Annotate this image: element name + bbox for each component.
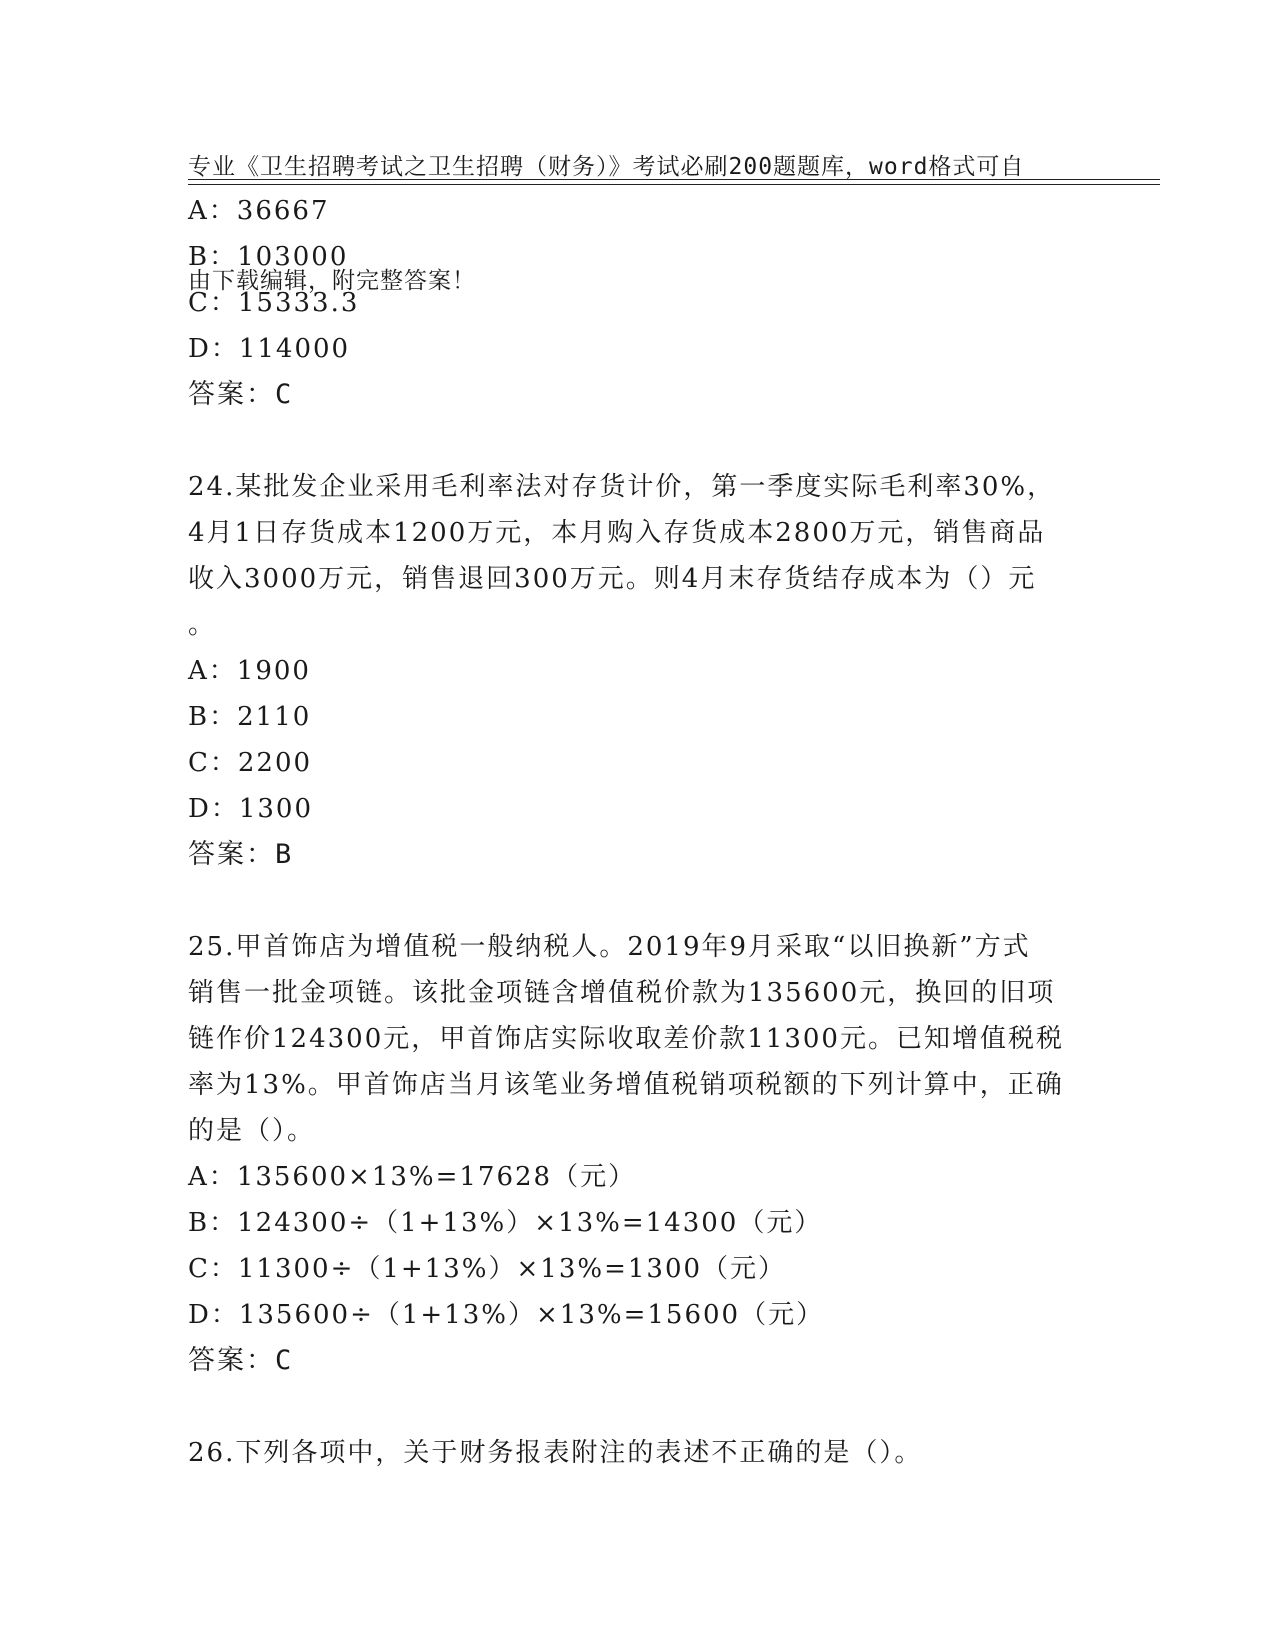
header-line-2: 由下载编辑，附完整答案！ — [188, 268, 476, 294]
option-b: B：124300÷（1+13%）×13%=14300（元） — [188, 1208, 823, 1238]
prev-question-block — [188, 188, 1088, 418]
answer-line: 答案：B — [188, 839, 294, 870]
question-24 — [188, 464, 1088, 878]
header-line-1: 专业《卫生招聘考试之卫生招聘（财务）》考试必刷200题题库，word格式可自 — [188, 154, 1025, 180]
question-text-line: 率为13%。甲首饰店当月该笔业务增值税销项税额的下列计算中，正确 — [188, 1070, 1064, 1100]
header-divider-top — [188, 179, 1160, 180]
spacer — [188, 418, 1088, 464]
option-c: C：2200 — [188, 748, 313, 778]
question-25 — [188, 924, 1088, 1384]
option-a: A：36667 — [188, 196, 330, 226]
option-c: C：15333.3 — [188, 288, 360, 318]
answer-line: 答案：C — [188, 1345, 294, 1376]
option-d: D：1300 — [188, 794, 314, 824]
header-divider-bottom — [188, 184, 1160, 185]
question-text-line: 链作价124300元，甲首饰店实际收取差价款11300元。已知增值税税 — [188, 1024, 1064, 1054]
question-text-line: 。 — [188, 610, 217, 640]
option-d: D：114000 — [188, 334, 351, 364]
question-text-line: 销售一批金项链。该批金项链含增值税价款为135600元，换回的旧项 — [188, 978, 1056, 1008]
option-a: A：1900 — [188, 656, 311, 686]
question-text-line: 收入3000万元，销售退回300万元。则4月末存货结存成本为（）元 — [188, 564, 1037, 594]
spacer — [188, 878, 1088, 924]
option-d: D：135600÷（1+13%）×13%=15600（元） — [188, 1300, 825, 1330]
question-text-line: 4月1日存货成本1200万元，本月购入存货成本2800万元，销售商品 — [188, 518, 1046, 548]
spacer — [188, 1384, 1088, 1430]
question-text-line: 24.某批发企业采用毛利率法对存货计价，第一季度实际毛利率30%， — [188, 472, 1056, 502]
option-c: C：11300÷（1+13%）×13%=1300（元） — [188, 1254, 787, 1284]
question-text-line: 的是（）。 — [188, 1116, 316, 1146]
question-text-line: 25.甲首饰店为增值税一般纳税人。2019年9月采取“以旧换新”方式 — [188, 932, 1031, 962]
option-a: A：135600×13%=17628（元） — [188, 1162, 637, 1192]
question-26 — [188, 1430, 1088, 1476]
answer-line: 答案：C — [188, 379, 294, 410]
question-text-line: 26.下列各项中，关于财务报表附注的表述不正确的是（）。 — [188, 1438, 923, 1468]
option-b: B：103000 — [188, 242, 349, 272]
document-body — [188, 188, 1088, 1476]
option-b: B：2110 — [188, 702, 312, 732]
